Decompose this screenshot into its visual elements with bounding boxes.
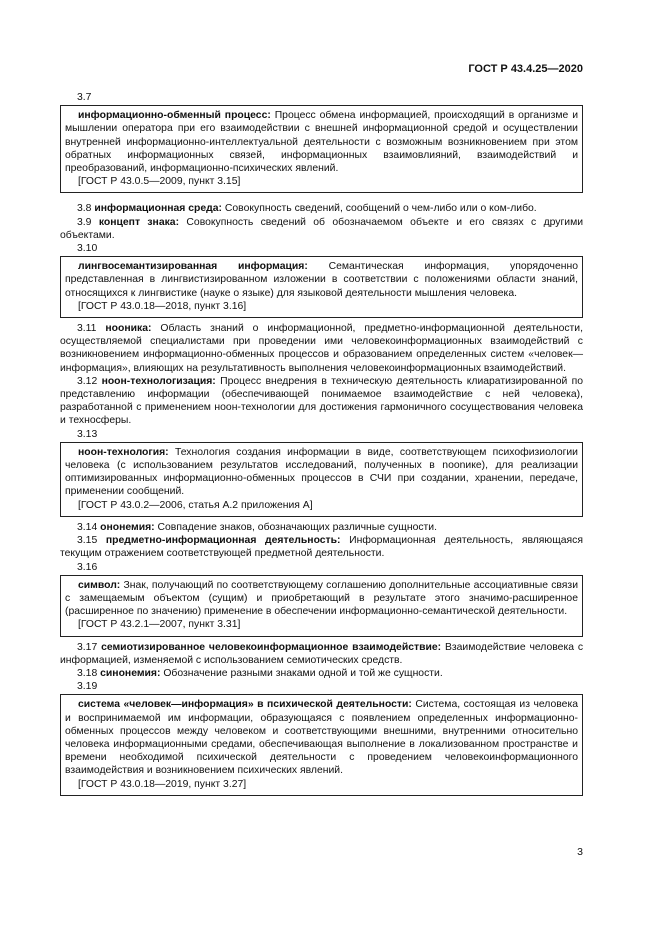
term-name: ноон-технологизация: (101, 375, 216, 387)
term-name: ноон-технология: (78, 446, 169, 458)
term-definition (65, 579, 578, 619)
term-item (60, 521, 583, 534)
definition-text: Совокупность сведений об обозначаемом объекте и его связях с другими объектами. (60, 216, 584, 241)
definition-text: Система, состоящая из человека и воспринимаемой им информации, образующаяся с появлением определенных информационно-обменных процессов между человеком и соответствующими внешними, внутренними относительно человека информационными средами, обеспечивающая выполнение в локализованном пространстве и времени необходимой психической деятельности с проведением человекоинформационного взаимодействия и возникновением психических явлений. (65, 699, 578, 777)
term-name: лингвосемантизированная информация: (78, 261, 308, 273)
definition-text: Совпадение знаков, обозначающих различные сущности. (157, 521, 437, 533)
definition-text: Совокупность сведений, сообщений о чем-либо или о ком-либо. (224, 203, 537, 215)
document-body (60, 91, 583, 800)
section-number: 3.7 (77, 92, 92, 103)
source-reference: [ГОСТ Р 43.0.2—2006, статья А.2 приложения А] (78, 499, 313, 511)
term-name: предметно-информационная деятельность: (105, 535, 341, 547)
document-standard-number: ГОСТ Р 43.4.25—2020 (468, 63, 583, 75)
section-number: 3.16 (77, 561, 98, 573)
section-number: 3.14 (77, 521, 98, 533)
term-box (60, 442, 583, 517)
term-name: система «человек—информация» в психической деятельности: (78, 699, 412, 711)
term-item (60, 641, 583, 667)
section-number: 3.8 (77, 203, 92, 215)
section-number: 3.19 (77, 681, 98, 693)
section-number: 3.15 (77, 535, 98, 547)
term-box (60, 575, 583, 637)
definition-text: Процесс внедрения в техническую деятельность клиаратизированной по представлению информации (обеспечивающей понимаемое взаимодействие с ней человека), разработанной с применением ноон-технологии для достижения гармоничного сосуществования человека и техносферы. (60, 375, 584, 427)
source-reference: [ГОСТ Р 43.0.18—2018, пункт 3.16] (78, 300, 247, 312)
definition-text: Обозначение разными знаками одной и той же сущности. (163, 667, 443, 679)
term-item (60, 202, 583, 215)
term-name: информационно-обменный процесс: (78, 110, 271, 122)
term-name: семиотизированное человекоинформационное взаимодействие: (101, 641, 442, 653)
definition-text: Семантическая информация, упорядоченно представленная в лингвистизированном изложении в соответствии с положениями области знаний, относящихся к лингвистике (науке о языке) для языковой деятельности мышления человека. (65, 261, 579, 299)
page-number: 3 (577, 846, 583, 858)
definition-text: Взаимодействие человека с информацией, изменяемой с использованием семиотических средств. (60, 641, 584, 666)
term-name: концепт знака: (98, 216, 180, 228)
section-number: 3.9 (77, 216, 92, 228)
term-name: синонемия: (100, 667, 161, 679)
term-item (60, 534, 583, 560)
section-number: 3.12 (77, 375, 98, 387)
source-reference: [ГОСТ Р 43.0.18—2019, пункт 3.27] (78, 778, 247, 790)
term-box (60, 256, 583, 318)
term-definition (65, 109, 578, 175)
term-item (60, 216, 583, 242)
term-name: ононемия: (100, 521, 155, 533)
term-definition (65, 698, 578, 777)
definition-text: Знак, получающий по соответствующему соглашению дополнительные ассоциативные связи с замещаемым объектом (сущим) и приобретающий в результате этого значимо-расширенное (расширенное по значению) применение в обеспечении информационно-семантической деятельности. (65, 579, 578, 618)
definition-text: Область знаний о информационной, предметно-информационной деятельности, осуществляемой специалистами при проведении ими человекоинформационных взаимодействий с возникновением информационно-обменных процессов и образованием определенных систем «человек—информация», влияющих на результативность выполнения человекоинформационных взаимодействий. (60, 323, 583, 374)
section-number: 3.11 (77, 323, 97, 335)
term-item (60, 667, 583, 680)
term-item (60, 322, 583, 375)
source-reference: [ГОСТ Р 43.2.1—2007, пункт 3.31] (78, 619, 241, 631)
section-number: 3.18 (77, 667, 98, 679)
term-box (60, 105, 583, 193)
term-definition (65, 260, 578, 300)
definition-text: Технология создания информации в виде, соответствующем психофизиологии человека (с использованием результатов исследований, полученных в noonике), для реализации оптимизированных информационно-обменных процессов в СЧИ при создании, хранении, передаче, применении сообщений. (65, 446, 578, 498)
term-box (60, 694, 583, 795)
term-name: информационная среда: (94, 203, 222, 215)
section-number: 3.13 (77, 428, 98, 440)
definition-text: Информационная деятельность, являющаяся текущим отражением соответствующей предметной деятельности. (60, 535, 583, 560)
term-name: символ: (78, 579, 121, 591)
term-item (60, 375, 583, 428)
term-definition (65, 446, 578, 499)
term-name: нооника: (105, 323, 152, 335)
source-reference: [ГОСТ Р 43.0.5—2009, пункт 3.15] (78, 176, 241, 188)
section-number: 3.17 (77, 641, 98, 653)
section-number: 3.10 (77, 243, 98, 255)
definition-text: Процесс обмена информацией, происходящий в организме и мышлении оператора при его взаимодействии с внешней информационной средой и осуществлении внутренней информационно-интеллектуальной деятельности с возможным возникновением при этом обратных информационных связей, информационных взаимовлияний, взаимодействий и преобразований, информационно-психических явлений. (65, 110, 578, 175)
